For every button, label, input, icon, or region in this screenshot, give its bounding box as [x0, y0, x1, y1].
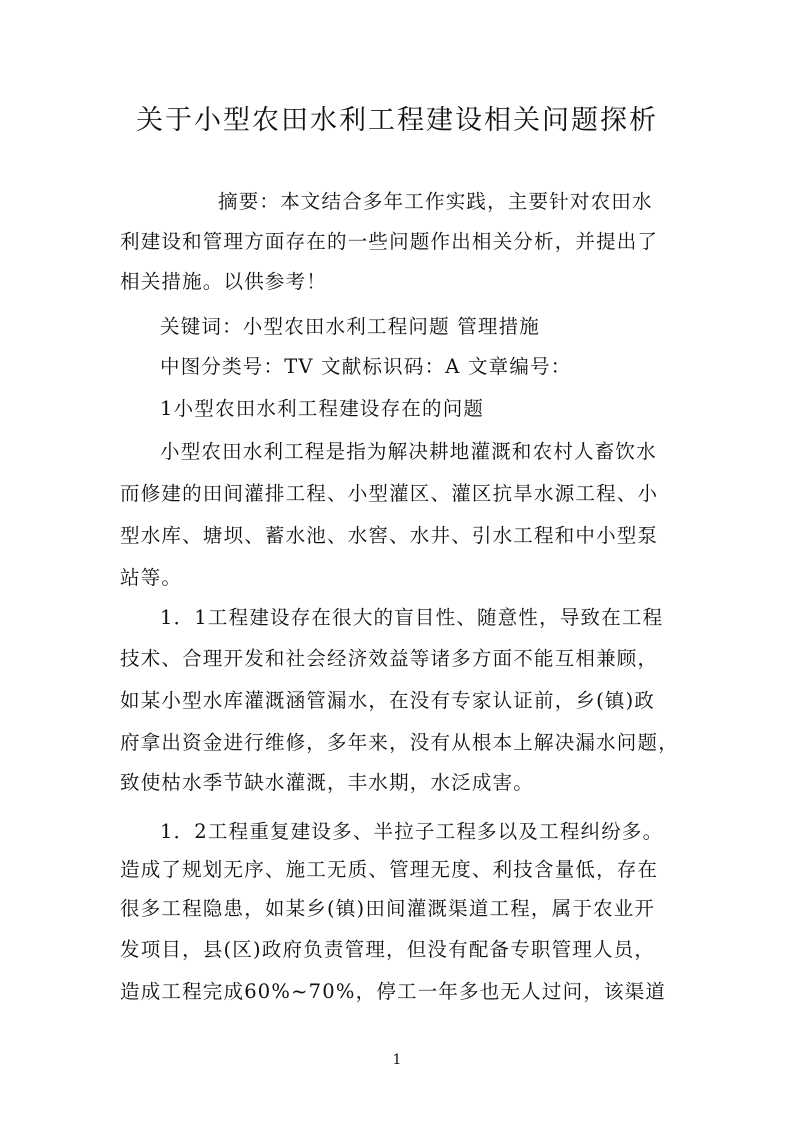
keywords-line: 关键词：小型农田水利工程问题 管理措施 [160, 315, 540, 338]
paragraph-line: 很多工程隐患，如某乡(镇)田间灌溉渠道工程，属于农业开 [120, 897, 656, 920]
paragraph-line: 致使枯水季节缺水灌溉，丰水期，水泛成害。 [120, 771, 535, 794]
document-title: 关于小型农田水利工程建设相关问题探析 [136, 105, 658, 136]
section-heading-1: 1小型农田水利工程建设存在的问题 [160, 397, 485, 420]
abstract-line-3: 相关措施。以供参考！ [120, 270, 328, 293]
paragraph-line: 如某小型水库灌溉涵管漏水，在没有专家认证前，乡(镇)政 [120, 689, 656, 712]
paragraph-line: 型水库、塘坝、蓄水池、水窖、水井、引水工程和中小型泵 [120, 524, 659, 547]
paragraph-line: 发项目，县(区)政府负责管理，但没有配备专职管理人员， [120, 938, 656, 961]
paragraph-line: 府拿出资金进行维修，多年来，没有从根本上解决漏水问题， [120, 731, 679, 754]
paragraph-line: 技术、合理开发和社会经济效益等诸多方面不能互相兼顾， [120, 647, 659, 670]
paragraph-line: 1．1工程建设存在很大的盲目性、随意性，导致在工程 [160, 606, 664, 629]
paragraph-line: 小型农田水利工程是指为解决耕地灌溉和农村人畜饮水 [160, 440, 657, 463]
abstract-line-2: 利建设和管理方面存在的一些问题作出相关分析，并提出了 [120, 230, 659, 253]
paragraph-line: 造成了规划无序、施工无质、管理无度、利技含量低，存在 [120, 858, 659, 881]
paragraph-line: 站等。 [120, 566, 183, 589]
paragraph-line: 1．2工程重复建设多、半拉子工程多以及工程纠纷多。 [160, 820, 664, 843]
abstract-line-1: 摘要：本文结合多年工作实践，主要针对农田水 [218, 190, 653, 213]
paragraph-line: 而修建的田间灌排工程、小型灌区、灌区抗旱水源工程、小 [120, 482, 659, 505]
classification-line: 中图分类号：TV 文献标识码：A 文章编号： [160, 355, 572, 378]
page-number: 1 [392, 1052, 402, 1068]
paragraph-line: 造成工程完成60%~70%，停工一年多也无人过问，该渠道 [120, 980, 667, 1003]
